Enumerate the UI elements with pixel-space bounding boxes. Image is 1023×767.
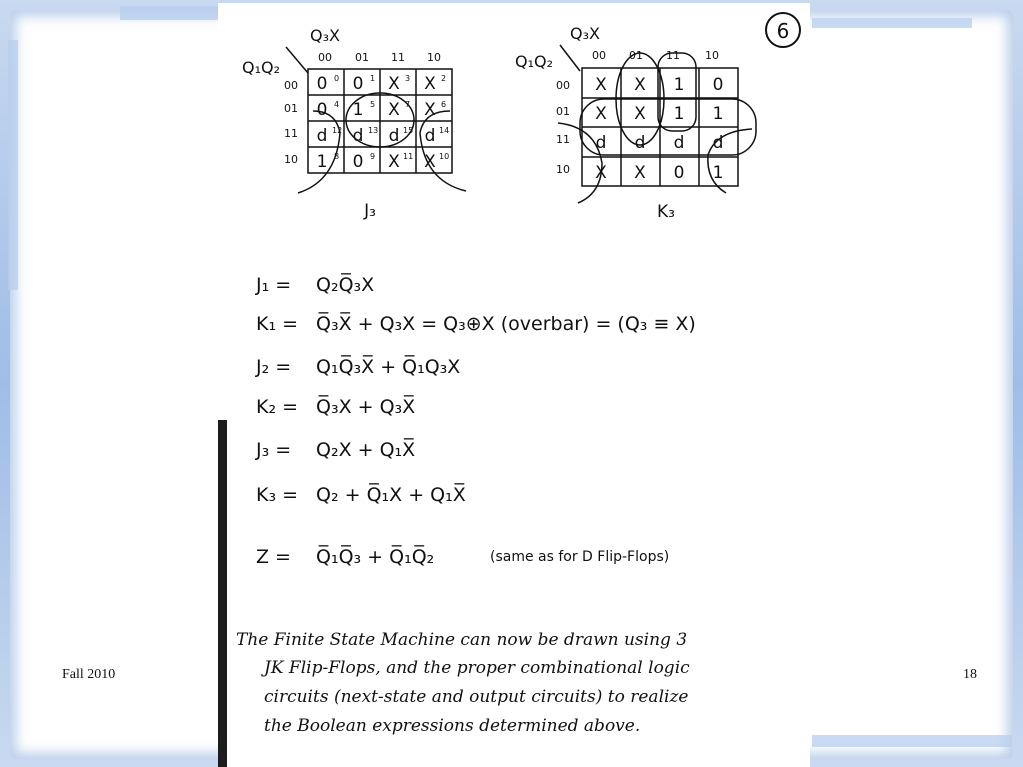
kmap-j3-cell: 1 xyxy=(352,100,364,120)
kmap-k3-cell: 1 xyxy=(673,104,685,124)
eq-k1-rhs: Q̅₃X̅ + Q₃X = Q₃⊕X (overbar) = (Q₃ ≡ X) xyxy=(316,313,696,335)
eq-k2-lhs: K₂ = xyxy=(256,396,299,418)
kmap-k3-cell: d xyxy=(634,133,646,153)
kmap-j3-minterm: 10 xyxy=(439,152,450,161)
kmap-j3-col-3: 10 xyxy=(427,51,441,64)
handwritten-notes xyxy=(218,3,810,767)
kmap-j3-caption: J₃ xyxy=(364,201,376,221)
kmap-j3-minterm: 11 xyxy=(403,152,414,161)
equations xyxy=(255,272,696,568)
kmap-j3-col-0: 00 xyxy=(318,51,332,64)
kmap-j3-minterm: 7 xyxy=(405,100,411,109)
kmap-j3-minterm: 9 xyxy=(370,152,376,161)
kmap-k3-col-2: 11 xyxy=(666,49,680,62)
kmap-j3-col-1: 01 xyxy=(355,51,369,64)
kmap-j3-minterm: 14 xyxy=(439,126,450,135)
kmap-j3-cell: 0 xyxy=(352,152,364,172)
kmap-j3-cell: 0 xyxy=(352,74,364,94)
kmap-j3-minterm: 1 xyxy=(370,74,376,83)
paragraph-line: circuits (next-state and output circuits) to realize xyxy=(264,687,689,707)
eq-k1-lhs: K₁ = xyxy=(256,313,299,335)
frame-stripe xyxy=(812,18,972,28)
frame-stripe xyxy=(8,40,18,290)
kmap-j3-cell: X xyxy=(388,74,400,94)
kmap-j3-minterm: 0 xyxy=(334,74,340,83)
kmap-j3-cell: d xyxy=(388,126,400,146)
kmap-j3-col-var: Q₃X xyxy=(310,26,340,45)
kmap-k3-caption: K₃ xyxy=(657,202,675,222)
frame-stripe xyxy=(120,6,220,20)
page-number: 18 xyxy=(963,667,977,682)
eq-j1-lhs: J₁ = xyxy=(256,274,292,296)
kmap-k3-cell: 0 xyxy=(673,163,685,183)
kmap-k3-col-var: Q₃X xyxy=(570,24,600,43)
eq-j3-rhs: Q₂X + Q₁X̅ xyxy=(316,439,416,461)
kmap-k3-cell: X xyxy=(634,163,646,183)
footer-date: Fall 2010 xyxy=(62,667,116,682)
kmap-j3-minterm: 2 xyxy=(441,74,447,83)
kmap-k3 xyxy=(515,24,756,222)
eq-j2-rhs: Q₁Q̅₃X̅ + Q̅₁Q₃X xyxy=(316,356,461,378)
kmap-j3-minterm: 8 xyxy=(334,152,340,161)
kmap-j3-cell: X xyxy=(388,152,400,172)
kmap-k3-cell: d xyxy=(595,133,607,153)
kmap-j3-row-2: 11 xyxy=(284,127,298,140)
kmap-k3-row-0: 00 xyxy=(556,79,570,92)
kmap-j3-cell: 1 xyxy=(316,152,328,172)
paragraph-line: JK Flip-Flops, and the proper combinational logic xyxy=(264,658,690,678)
eq-j1-rhs: Q₂Q̅₃X xyxy=(316,274,375,296)
kmap-j3-row-0: 00 xyxy=(284,79,298,92)
eq-z-rhs: Q̅₁Q̅₃ + Q̅₁Q̅₂ xyxy=(316,546,435,568)
kmap-j3-cell: d xyxy=(316,126,328,146)
kmap-k3-cell: 1 xyxy=(712,163,724,183)
kmap-j3-row-1: 01 xyxy=(284,102,298,115)
eq-k3-lhs: K₃ = xyxy=(256,484,299,506)
eq-j3-lhs: J₃ = xyxy=(256,439,292,461)
kmap-j3-minterm: 13 xyxy=(368,126,379,135)
kmap-k3-cell: X xyxy=(634,104,646,124)
kmap-k3-row-2: 11 xyxy=(556,133,570,146)
eq-k3-rhs: Q₂ + Q̅₁X + Q₁X̅ xyxy=(316,484,466,506)
kmap-j3-cell: X xyxy=(424,74,436,94)
paragraph-line: The Finite State Machine can now be drawn using 3 xyxy=(236,630,688,650)
kmap-j3-cell: d xyxy=(424,126,436,146)
kmap-j3-col-2: 11 xyxy=(391,51,405,64)
kmap-k3-row-var: Q₁Q₂ xyxy=(515,52,554,71)
kmap-k3-cell: X xyxy=(595,75,607,95)
kmap-j3-row-var: Q₁Q₂ xyxy=(242,58,281,77)
kmap-k3-col-0: 00 xyxy=(592,49,606,62)
kmap-j3-minterm: 12 xyxy=(332,126,343,135)
kmap-j3-minterm: 3 xyxy=(405,74,411,83)
kmap-j3-minterm: 4 xyxy=(334,100,340,109)
kmap-j3-row-3: 10 xyxy=(284,153,298,166)
kmap-k3-cell: 1 xyxy=(673,75,685,95)
eq-z-note: (same as for D Flip-Flops) xyxy=(490,549,670,565)
kmap-j3-cell: X xyxy=(424,152,436,172)
kmap-k3-cell: d xyxy=(673,133,685,153)
kmap-k3-cell: X xyxy=(634,75,646,95)
kmap-k3-cell: d xyxy=(712,133,724,153)
kmap-j3-cell: d xyxy=(352,126,364,146)
kmap-k3-cell: 1 xyxy=(712,104,724,124)
kmap-j3-minterm: 6 xyxy=(441,100,447,109)
kmap-k3-cell: 0 xyxy=(712,75,724,95)
kmap-j3-cell: 0 xyxy=(316,100,328,120)
kmap-j3-cell: 0 xyxy=(316,74,328,94)
frame-stripe xyxy=(812,735,1012,747)
kmap-k3-row-1: 01 xyxy=(556,105,570,118)
kmap-j3-minterm: 15 xyxy=(403,126,414,135)
kmap-k3-cell: X xyxy=(595,163,607,183)
kmap-k3-col-3: 10 xyxy=(705,49,719,62)
kmap-j3-cell: X xyxy=(424,100,436,120)
kmap-j3 xyxy=(242,26,466,221)
kmap-k3-row-3: 10 xyxy=(556,163,570,176)
kmap-j3-minterm: 5 xyxy=(370,100,376,109)
paragraph-line: the Boolean expressions determined above. xyxy=(264,716,641,736)
page-mark: 6 xyxy=(776,19,790,43)
eq-z-lhs: Z = xyxy=(256,546,291,568)
eq-k2-rhs: Q̅₃X + Q₃X̅ xyxy=(316,396,416,418)
eq-j2-lhs: J₂ = xyxy=(256,356,292,378)
kmap-k3-col-1: 01 xyxy=(629,49,643,62)
conclusion-paragraph xyxy=(236,630,690,736)
kmap-j3-cell: X xyxy=(388,100,400,120)
kmap-k3-cell: X xyxy=(595,104,607,124)
